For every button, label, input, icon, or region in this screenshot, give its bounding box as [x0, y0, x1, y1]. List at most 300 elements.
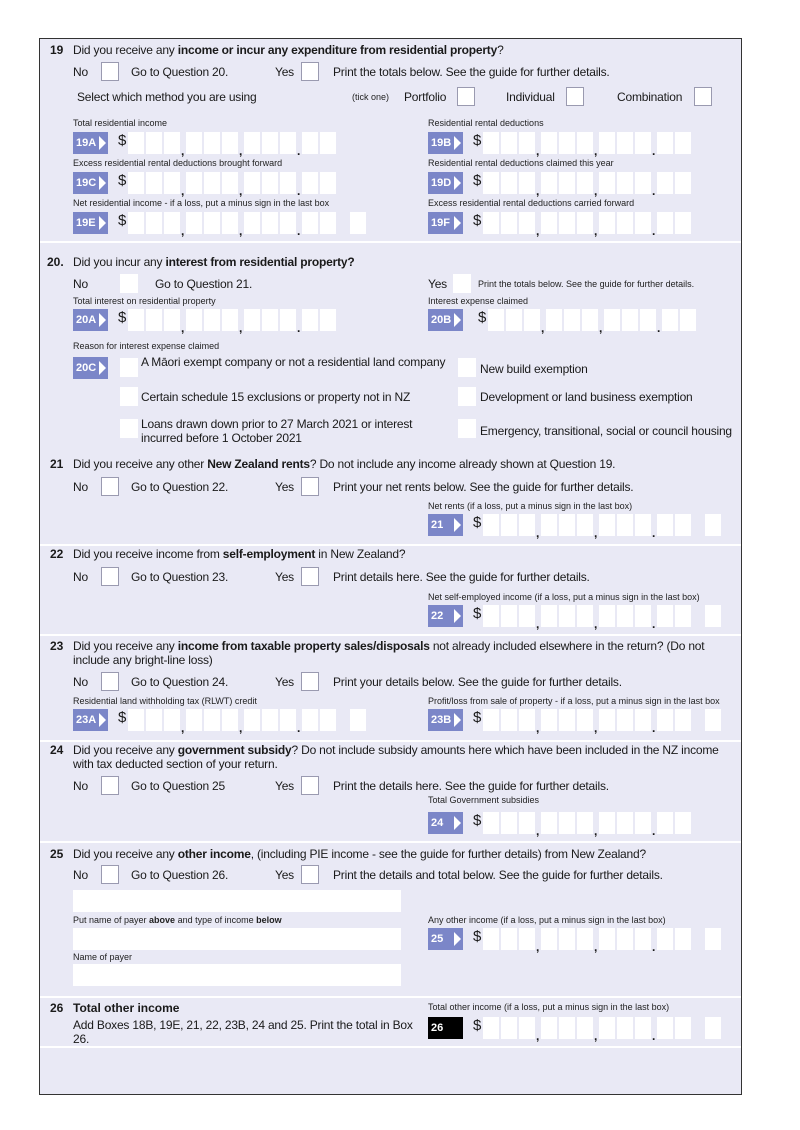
digit-box[interactable]: [519, 812, 535, 834]
digit-box[interactable]: [262, 172, 278, 194]
digit-box[interactable]: [559, 812, 575, 834]
digit-box[interactable]: [262, 709, 278, 731]
digit-box[interactable]: [599, 212, 615, 234]
digit-box[interactable]: [222, 309, 238, 331]
q25-no-checkbox[interactable]: [101, 865, 119, 884]
income-type-input-2[interactable]: [73, 928, 401, 950]
yes-label: Yes: [275, 675, 294, 689]
digit-box[interactable]: [559, 605, 575, 627]
digit-box[interactable]: [483, 514, 499, 536]
q23-yes-checkbox[interactable]: [301, 672, 319, 691]
no-instruction: Go to Question 20.: [131, 65, 229, 79]
digit-box[interactable]: [577, 1017, 593, 1039]
digit-box[interactable]: [617, 709, 633, 731]
minus-sign-box[interactable]: [705, 514, 721, 536]
digit-box[interactable]: [488, 309, 504, 331]
digit-box[interactable]: [657, 514, 673, 536]
digit-box[interactable]: [501, 1017, 517, 1039]
thousands-separator: ,: [541, 321, 545, 335]
digit-box[interactable]: [541, 172, 557, 194]
digit-box[interactable]: [640, 309, 656, 331]
digit-box[interactable]: [675, 1017, 691, 1039]
digit-box[interactable]: [501, 514, 517, 536]
digit-box[interactable]: [164, 309, 180, 331]
income-type-input[interactable]: [73, 890, 401, 912]
question-26-title: Total other income: [73, 1001, 180, 1015]
box-code: 23B: [428, 709, 463, 731]
yes-instruction: Print details here. See the guide for further details.: [333, 570, 590, 584]
decimal-point: .: [652, 721, 656, 735]
digit-box[interactable]: [128, 709, 144, 731]
digit-box[interactable]: [320, 212, 336, 234]
digit-box[interactable]: [622, 309, 638, 331]
digit-box[interactable]: [146, 132, 162, 154]
thousands-separator: ,: [599, 321, 603, 335]
decimal-point: .: [652, 224, 656, 238]
digit-box[interactable]: [501, 812, 517, 834]
digit-box[interactable]: [519, 709, 535, 731]
divider: [40, 241, 741, 243]
digit-box[interactable]: [635, 1017, 651, 1039]
q22-no-checkbox[interactable]: [101, 567, 119, 586]
box-code: 20A: [73, 309, 108, 331]
digit-box[interactable]: [599, 1017, 615, 1039]
digit-box[interactable]: [541, 1017, 557, 1039]
digit-box[interactable]: [320, 132, 336, 154]
no-instruction: Go to Question 21.: [155, 277, 253, 291]
digit-box[interactable]: [519, 212, 535, 234]
digit-box[interactable]: [262, 309, 278, 331]
minus-sign-box[interactable]: [705, 605, 721, 627]
digit-box[interactable]: [564, 309, 580, 331]
digit-box[interactable]: [186, 709, 202, 731]
no-label: No: [73, 570, 88, 584]
reason-checkbox-emergency-housing[interactable]: [458, 419, 476, 438]
digit-box[interactable]: [541, 132, 557, 154]
digit-box[interactable]: [675, 605, 691, 627]
question-number: 22: [50, 547, 64, 561]
digit-box[interactable]: [617, 605, 633, 627]
digit-box[interactable]: [320, 709, 336, 731]
thousands-separator: ,: [536, 617, 540, 631]
decimal-point: .: [652, 526, 656, 540]
digit-box[interactable]: [501, 212, 517, 234]
digit-box[interactable]: [657, 709, 673, 731]
digit-box[interactable]: [302, 132, 318, 154]
thousands-separator: ,: [594, 824, 598, 838]
reason-checkbox-new-build[interactable]: [458, 358, 476, 377]
divider: [40, 544, 741, 546]
reason-checkbox-maori-exempt[interactable]: [120, 358, 138, 377]
digit-box[interactable]: [582, 309, 598, 331]
digit-box[interactable]: [617, 212, 633, 234]
q19-no-checkbox[interactable]: [101, 62, 119, 81]
decimal-point: .: [297, 321, 301, 335]
reason-checkbox-loans-prior[interactable]: [120, 419, 138, 438]
thousands-separator: ,: [181, 184, 185, 198]
dollar-sign: $: [473, 709, 482, 726]
field-label: Total interest on residential property: [73, 296, 216, 306]
digit-box[interactable]: [280, 709, 296, 731]
thousands-separator: ,: [181, 321, 185, 335]
digit-box[interactable]: [483, 812, 499, 834]
dollar-sign: $: [118, 709, 127, 726]
digit-box[interactable]: [501, 132, 517, 154]
digit-box[interactable]: [320, 309, 336, 331]
digit-box[interactable]: [280, 309, 296, 331]
digit-box[interactable]: [675, 172, 691, 194]
digit-box[interactable]: [519, 132, 535, 154]
q21-no-checkbox[interactable]: [101, 477, 119, 496]
dollar-sign: $: [473, 928, 482, 945]
digit-box[interactable]: [657, 212, 673, 234]
dollar-sign: $: [473, 812, 482, 829]
digit-box[interactable]: [657, 812, 673, 834]
decimal-point: .: [652, 617, 656, 631]
digit-box[interactable]: [599, 514, 615, 536]
digit-box[interactable]: [244, 212, 260, 234]
minus-sign-box[interactable]: [705, 928, 721, 950]
digit-box[interactable]: [483, 605, 499, 627]
thousands-separator: ,: [536, 721, 540, 735]
yes-label: Yes: [428, 277, 447, 291]
method-label: Select which method you are using: [77, 90, 257, 104]
question-25-text: Did you receive any other income, (including PIE income - see the guide for further details) from New Zealand?: [73, 847, 646, 861]
digit-box[interactable]: [662, 309, 678, 331]
box-code: 20B: [428, 309, 463, 331]
yes-label: Yes: [275, 779, 294, 793]
thousands-separator: ,: [239, 321, 243, 335]
question-23-text: Did you receive any income from taxable property sales/disposals not already included elsewhere in the return? (Do not: [73, 639, 705, 653]
digit-box[interactable]: [635, 928, 651, 950]
no-label: No: [73, 779, 88, 793]
no-label: No: [73, 65, 88, 79]
digit-box[interactable]: [617, 172, 633, 194]
digit-box[interactable]: [186, 172, 202, 194]
digit-box[interactable]: [541, 605, 557, 627]
decimal-point: .: [652, 184, 656, 198]
digit-box[interactable]: [501, 172, 517, 194]
dollar-sign: $: [473, 212, 482, 229]
digit-box[interactable]: [617, 1017, 633, 1039]
digit-box[interactable]: [262, 212, 278, 234]
reason-label: Certain schedule 15 exclusions or property not in NZ: [141, 390, 411, 404]
digit-box[interactable]: [599, 709, 615, 731]
digit-box[interactable]: [577, 212, 593, 234]
box-code: 25: [428, 928, 463, 950]
digit-box[interactable]: [244, 709, 260, 731]
digit-box[interactable]: [635, 812, 651, 834]
method-combination-checkbox[interactable]: [694, 87, 712, 106]
digit-box[interactable]: [204, 172, 220, 194]
no-label: No: [73, 675, 88, 689]
yes-instruction: Print the details here. See the guide for further details.: [333, 779, 609, 793]
digit-box[interactable]: [302, 709, 318, 731]
digit-box[interactable]: [617, 514, 633, 536]
yes-instruction: Print your net rents below. See the guide for further details.: [333, 480, 634, 494]
box-code: 19F: [428, 212, 463, 234]
digit-box[interactable]: [186, 212, 202, 234]
digit-box[interactable]: [657, 928, 673, 950]
digit-box[interactable]: [546, 309, 562, 331]
digit-box[interactable]: [577, 132, 593, 154]
digit-box[interactable]: [501, 928, 517, 950]
digit-box[interactable]: [599, 132, 615, 154]
digit-box[interactable]: [599, 928, 615, 950]
digit-box[interactable]: [519, 514, 535, 536]
digit-box[interactable]: [146, 172, 162, 194]
digit-box[interactable]: [204, 212, 220, 234]
digit-box[interactable]: [599, 172, 615, 194]
thousands-separator: ,: [594, 617, 598, 631]
yes-instruction: Print the details and total below. See the guide for further details.: [333, 868, 663, 882]
method-individual-checkbox[interactable]: [566, 87, 584, 106]
digit-box[interactable]: [164, 172, 180, 194]
thousands-separator: ,: [594, 721, 598, 735]
yes-label: Yes: [275, 868, 294, 882]
digit-box[interactable]: [675, 212, 691, 234]
digit-box[interactable]: [483, 172, 499, 194]
question-19-text: Did you receive any income or incur any expenditure from residential property?: [73, 43, 504, 57]
digit-box[interactable]: [599, 812, 615, 834]
name-of-payer-input[interactable]: [73, 964, 401, 986]
digit-box[interactable]: [128, 309, 144, 331]
reason-label: Development or land business exemption: [480, 390, 693, 404]
box-code: 19D: [428, 172, 463, 194]
minus-sign-box[interactable]: [350, 212, 366, 234]
reason-label: New build exemption: [480, 362, 588, 376]
digit-box[interactable]: [559, 709, 575, 731]
digit-box[interactable]: [244, 172, 260, 194]
thousands-separator: ,: [594, 940, 598, 954]
question-24-text-line2: with tax deducted section of your return.: [73, 757, 278, 771]
digit-box[interactable]: [541, 212, 557, 234]
minus-sign-box[interactable]: [705, 1017, 721, 1039]
decimal-point: .: [297, 721, 301, 735]
digit-box[interactable]: [302, 172, 318, 194]
dollar-sign: $: [473, 1017, 482, 1034]
digit-box[interactable]: [222, 212, 238, 234]
digit-box[interactable]: [635, 709, 651, 731]
digit-box[interactable]: [635, 514, 651, 536]
field-label: Any other income (if a loss, put a minus sign in the last box): [428, 915, 666, 925]
digit-box[interactable]: [577, 605, 593, 627]
digit-box[interactable]: [675, 928, 691, 950]
question-21-text: Did you receive any other New Zealand rents? Do not include any income already shown at Question 19.: [73, 457, 616, 471]
digit-box[interactable]: [204, 709, 220, 731]
digit-box[interactable]: [164, 212, 180, 234]
thousands-separator: ,: [239, 144, 243, 158]
digit-box[interactable]: [244, 132, 260, 154]
box-code: 21: [428, 514, 463, 536]
thousands-separator: ,: [181, 224, 185, 238]
thousands-separator: ,: [239, 721, 243, 735]
thousands-separator: ,: [594, 184, 598, 198]
minus-sign-box[interactable]: [350, 709, 366, 731]
method-individual-label: Individual: [506, 90, 555, 104]
digit-box[interactable]: [657, 1017, 673, 1039]
digit-box[interactable]: [541, 514, 557, 536]
payer-instruction: Put name of payer above and type of income below: [73, 915, 282, 925]
q20-no-checkbox[interactable]: [120, 274, 138, 293]
thousands-separator: ,: [536, 940, 540, 954]
q25-yes-checkbox[interactable]: [301, 865, 319, 884]
no-instruction: Go to Question 25: [131, 779, 225, 793]
box-code: 19E: [73, 212, 108, 234]
digit-box[interactable]: [128, 212, 144, 234]
reason-checkbox-development[interactable]: [458, 387, 476, 406]
digit-box[interactable]: [302, 212, 318, 234]
name-of-payer-label: Name of payer: [73, 952, 133, 962]
no-label: No: [73, 480, 88, 494]
digit-box[interactable]: [146, 709, 162, 731]
digit-box[interactable]: [617, 132, 633, 154]
field-label: Net residential income - if a loss, put a minus sign in the last box: [73, 198, 330, 208]
question-number: 26: [50, 1001, 64, 1015]
digit-box[interactable]: [559, 1017, 575, 1039]
dollar-sign: $: [473, 132, 482, 149]
digit-box[interactable]: [186, 309, 202, 331]
box-code: 24: [428, 812, 463, 834]
digit-box[interactable]: [559, 132, 575, 154]
digit-box[interactable]: [483, 212, 499, 234]
no-instruction: Go to Question 23.: [131, 570, 229, 584]
field-label: Excess residential rental deductions carried forward: [428, 198, 635, 208]
digit-box[interactable]: [559, 212, 575, 234]
digit-box[interactable]: [599, 605, 615, 627]
yes-instruction: Print the totals below. See the guide for further details.: [478, 279, 695, 289]
digit-box[interactable]: [577, 812, 593, 834]
digit-box[interactable]: [204, 132, 220, 154]
box-code: 19A: [73, 132, 108, 154]
reason-checkbox-schedule-15[interactable]: [120, 387, 138, 406]
digit-box[interactable]: [320, 172, 336, 194]
divider: [40, 1046, 741, 1048]
digit-box[interactable]: [506, 309, 522, 331]
dollar-sign: $: [473, 172, 482, 189]
digit-box[interactable]: [541, 709, 557, 731]
digit-box[interactable]: [280, 172, 296, 194]
digit-box[interactable]: [280, 212, 296, 234]
digit-box[interactable]: [635, 132, 651, 154]
digit-box[interactable]: [657, 172, 673, 194]
q21-yes-checkbox[interactable]: [301, 477, 319, 496]
digit-box[interactable]: [617, 928, 633, 950]
decimal-point: .: [297, 184, 301, 198]
digit-box[interactable]: [675, 514, 691, 536]
digit-box[interactable]: [483, 132, 499, 154]
digit-box[interactable]: [519, 928, 535, 950]
digit-box[interactable]: [128, 132, 144, 154]
digit-box[interactable]: [164, 132, 180, 154]
digit-box[interactable]: [280, 132, 296, 154]
digit-box[interactable]: [262, 132, 278, 154]
digit-box[interactable]: [559, 172, 575, 194]
digit-box[interactable]: [577, 172, 593, 194]
no-label: No: [73, 868, 88, 882]
digit-box[interactable]: [541, 812, 557, 834]
question-number: 21: [50, 457, 64, 471]
digit-box[interactable]: [204, 309, 220, 331]
digit-box[interactable]: [559, 514, 575, 536]
method-portfolio-checkbox[interactable]: [457, 87, 475, 106]
digit-box[interactable]: [577, 709, 593, 731]
digit-box[interactable]: [164, 709, 180, 731]
digit-box[interactable]: [657, 132, 673, 154]
box-code: 19C: [73, 172, 108, 194]
digit-box[interactable]: [519, 172, 535, 194]
thousands-separator: ,: [594, 224, 598, 238]
box-code: 23A: [73, 709, 108, 731]
reason-label: Emergency, transitional, social or council housing: [480, 424, 732, 438]
digit-box[interactable]: [657, 605, 673, 627]
digit-box[interactable]: [302, 309, 318, 331]
digit-box[interactable]: [146, 212, 162, 234]
digit-box[interactable]: [501, 709, 517, 731]
q22-yes-checkbox[interactable]: [301, 567, 319, 586]
digit-box[interactable]: [186, 132, 202, 154]
digit-box[interactable]: [483, 709, 499, 731]
digit-box[interactable]: [675, 709, 691, 731]
thousands-separator: ,: [594, 1029, 598, 1043]
digit-box[interactable]: [222, 709, 238, 731]
minus-sign-box[interactable]: [705, 709, 721, 731]
digit-box[interactable]: [635, 172, 651, 194]
dollar-sign: $: [118, 309, 127, 326]
digit-box[interactable]: [675, 812, 691, 834]
field-label: Residential rental deductions claimed this year: [428, 158, 614, 168]
digit-box[interactable]: [501, 605, 517, 627]
digit-box[interactable]: [222, 132, 238, 154]
decimal-point: .: [652, 144, 656, 158]
digit-box[interactable]: [577, 514, 593, 536]
thousands-separator: ,: [594, 526, 598, 540]
digit-box[interactable]: [680, 309, 696, 331]
digit-box[interactable]: [617, 812, 633, 834]
digit-box[interactable]: [541, 928, 557, 950]
digit-box[interactable]: [128, 172, 144, 194]
dollar-sign: $: [118, 212, 127, 229]
thousands-separator: ,: [239, 224, 243, 238]
digit-box[interactable]: [483, 928, 499, 950]
digit-box[interactable]: [146, 309, 162, 331]
digit-box[interactable]: [483, 1017, 499, 1039]
q24-no-checkbox[interactable]: [101, 776, 119, 795]
digit-box[interactable]: [604, 309, 620, 331]
digit-box[interactable]: [577, 928, 593, 950]
thousands-separator: ,: [536, 224, 540, 238]
digit-box[interactable]: [559, 928, 575, 950]
q23-no-checkbox[interactable]: [101, 672, 119, 691]
digit-box[interactable]: [635, 605, 651, 627]
digit-box[interactable]: [524, 309, 540, 331]
q24-yes-checkbox[interactable]: [301, 776, 319, 795]
question-number: 19: [50, 43, 64, 57]
digit-box[interactable]: [244, 309, 260, 331]
digit-box[interactable]: [519, 1017, 535, 1039]
box-code: 22: [428, 605, 463, 627]
digit-box[interactable]: [222, 172, 238, 194]
digit-box[interactable]: [519, 605, 535, 627]
thousands-separator: ,: [181, 721, 185, 735]
q19-yes-checkbox[interactable]: [301, 62, 319, 81]
digit-box[interactable]: [635, 212, 651, 234]
field-label: Total residential income: [73, 118, 168, 128]
decimal-point: .: [297, 224, 301, 238]
q20-yes-checkbox[interactable]: [453, 274, 471, 293]
decimal-point: .: [652, 1029, 656, 1043]
digit-box[interactable]: [675, 132, 691, 154]
